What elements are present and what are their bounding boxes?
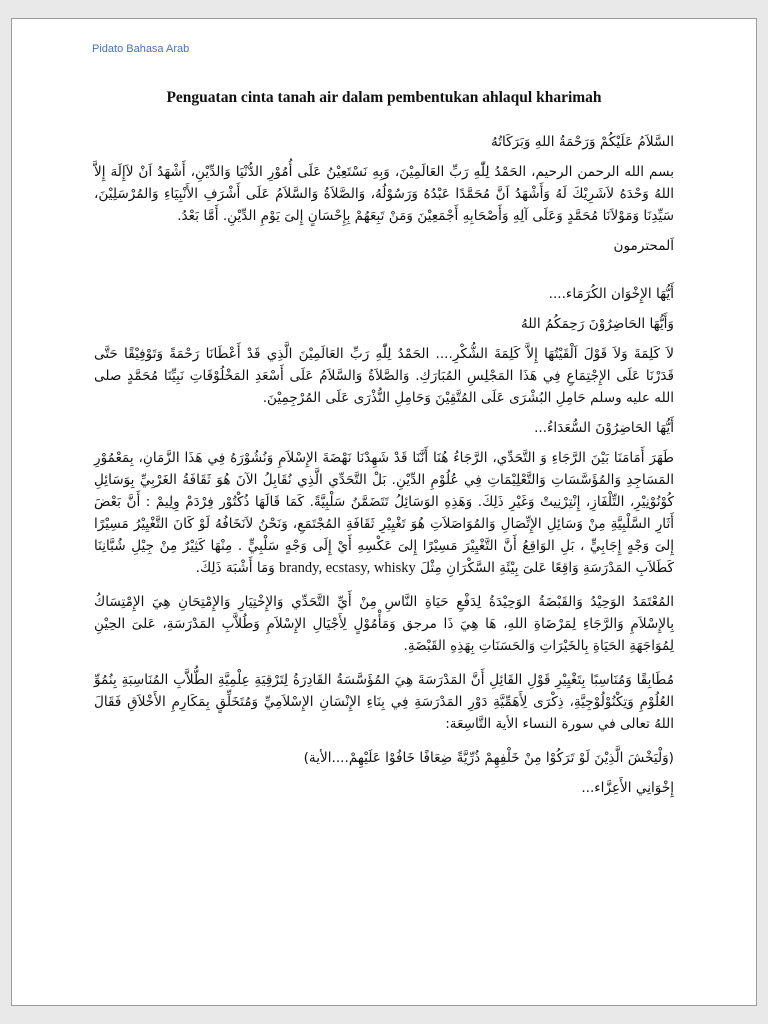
challenge-paragraph bbox=[94, 447, 674, 579]
honored-audience-line: اَلمحترمون bbox=[613, 238, 674, 254]
page-header: Pidato Bahasa Arab bbox=[92, 43, 190, 55]
challenge-text: طَهَرَ أَمَامَنَا بَيْنَ الرَّجَاءِ وَ التَّحَدِّي، الرَّجَاءُ هُنَا أَنَّنَا قَدْ شَهِدْنَا نَهْضَةَ الإِسْلاَمِ وَنُشُوْرَهُ فِي هَذَا الزَّمَانِ، بِمَعْمُوْرِ المَسَاجِدِ وَالمُؤَسَّسَاتِ وَالتَّعْلِيْمَاتِ فِي عُلُوْمِ الدِّيْنِ. بَلْ التَّحَدِّي الَّذِي نُقَابِلُ الآنَ هُوَ ثَقَافَةُ الغَرْبِيِّ بِوَسَائِلِ كُوْنُوْنِيْرِ، التِّلْفَازِ، إِنْتِرْنِيتْ وَغَيْرِ ذَلِكَ. وَهَذِهِ الوَسَائِلُ تَتَضَمَّنُ سَلْبِيَّةً. كَمَا قَالَهَا ذُكْتُوْر فِرْدَمْ وِلِيمْ : أَنَّ بَعْضَ أَثَارِ السَّلْبِيَّةِ مِنْ وَسَائِلِ الإِتِّصَالِ وَالمُوَاصَلاَتِ هُوَ تَغْيِيْرِ ثَقَافَةِ المُجْتَمَعِ، وَنَحْنُ لاَنَخَافُهُ لَوْ كَانَ التَّغْيِيْرُ مَسِيْرًا إِلىَ وَجْهٍ إِجَابِيٍّ ، بَلِ الوَاقِعُ أَنَّ التَّغْيِيْرَ مَسِيْرًا إِلىَ عَكْسِهِ أَيْ إِلَى وَجْهٍ سَلْبِيٍّ . مِنْهَا كَثِيْرٌ مِنْ جِيْلِ شُبَّانِنَا كَطَلاَبِ المَدْرَسَةِ وَاقِعًا عَلىَ بِيْئَةِ السَّكْرَانِ مِثْلَ bbox=[94, 450, 674, 576]
document-page bbox=[11, 18, 757, 1006]
school-role-paragraph: مُطَابِقًا وَمُنَاسِبًا بِتَغْيِيْرِ قَوْلِ القَائِلِ أَنَّ المَدْرَسَةَ هِيَ المُؤَسَّسَةُ القَادِرَةُ لِتَرْقِيَةِ عِلْمِيَّةِ الطُّلاَّبِ المُنَاسِبَةِ بِنُمُوِّ العُلُوْمِ وَتِكْنُوْلُوْجِيَّةِ، ذِكْرَى لِأَهَمِّيَّةِ دَوْرِ المَدْرَسَةِ فِي بِنَاءِ الإِنْسَانِ الإِسْلاَمِيِّ وَمُتَخَلِّقٍ بِمَكَارِمِ الأَخْلاَقِ فَقَالَ اللهُ تعالى في سورة النساء الأية التَّاسِعَة: bbox=[94, 672, 674, 732]
address-audience-line: وَأَيُّهَا الحَاضِرُوْنَ رَحِمَكُمُ اللهُ bbox=[520, 316, 674, 332]
address-dear-brothers-line: إِخْوَانِي الأَعِزَّاء... bbox=[581, 780, 674, 796]
speech-body bbox=[94, 131, 674, 811]
quran-verse-line: (وَلْيَخْشَ الَّذِيْنَ لَوْ تَرَكُوْا مِنْ خَلْفِهِمْ ذُرِّيَّةً ضِعَافًا خَافُوْا عَلَيْهِمْ....الأية) bbox=[303, 750, 674, 766]
foundation-paragraph: المُعْتَمَدُ الوَحِيْدُ وَالقَبْضَةُ الوَحِيْدَةُ لِدَفْعِ حَيَاةِ النَّاسِ مِنْ أَيِّ التَّحَدِّي وَالإِخْتِيَارِ وَالإِمْتِحَانِ هِيَ الإِمْتِسَاكُ بِالإِسْلاَمِ وَالرَّجَاءِ لِمَرْضَاةِ اللهِ، هَا هِيَ ذَا مرجق وَمَأْمُوْلٍ لِأَجْيَالِ الإِسْلاَمِ وَطُلاَّبِ المَدْرَسَةِ، عَلىَ الحِيْنِ لِمُوَاجَهَةِ الحَيَاةِ بِالخَيْرَاتِ وَالحَسَنَاتِ بِهَذِهِ القَبْضَةِ. bbox=[94, 594, 674, 654]
gratitude-paragraph: لاَ كَلِمَةَ وَلاَ قَوْلَ اَلْقَيْتُهَا إِلاَّ كَلِمَةَ الشُّكْرِ.... الحَمْدُ لِلّٰهِ رَبِّ العَالَمِيْنَ الَّذِي قَدْ أَعْطَانَا رَحْمَةً وَتَوْفِيْقًا حَتَّى قَدَرْنَا عَلَى الإِجْتِمَاعِ فِي هَذَا المَجْلِسِ المُبَارَكِ. وَالصَّلاَةُ وَالسَّلاَمُ عَلَى أَسْعَدِ المَخْلُوْقَاتِ نَبِيِّنَا مُحَمَّدٍ صلى الله عليه وسلم حَامِلِ البُشْرَى عَلَى المُتَّقِيْنَ وَحَامِلِ النُّذْرَى عَلَى المُرْجِمِيْنَ. bbox=[94, 346, 674, 406]
address-happy-audience-line: أَيُّهَا الحَاضِرُوْنَ السُّعَدَاءُ... bbox=[534, 420, 674, 436]
address-brothers-line: أَيُّهَا الإِخْوَان الكُرَمَاء.... bbox=[548, 286, 674, 302]
opening-praise-paragraph: بسم الله الرحمن الرحيم، الحَمْدُ لِلّٰهِ رَبِّ العَالَمِيْنَ، وَبِهِ نَسْتَعِيْنُ عَلَى أُمُوْرِ الدُّنْيَا وَالدِّيْنِ، أَشْهَدُ اَنْ لاَإِلَهَ إِلاَّ اللهُ وَحْدَهُ لاَشَرِيْكَ لَهُ وَأَشْهَدُ اَنَّ مُحَمَّدًا عَبْدُهُ وَرَسُوْلُهُ، وَالصَّلاَةُ وَالسَّلاَمُ عَلَى أَشْرَفِ الأَنْبِيَاءِ وَالمُرْسَلِيْنَ، سَيِّدِنَا وَمَوْلاَنَا مُحَمَّدٍ وَعَلَى آلِهِ وَأَصْحَابِهِ أَجْمَعِيْنَ وَمَنْ تَبِعَهُمْ بِإِحْسَانٍ إِلىَ يَوْمِ الدِّيْنِ. أَمَّا بَعْدُ. bbox=[94, 164, 674, 224]
challenge-ending: وَمَا أَشْبَهَ ذَلِكَ. bbox=[195, 560, 275, 576]
greeting-paragraph: السَّلاَمُ عَلَيْكُمْ وَرَحْمَةُ اللهِ وَبَرَكَاتُهُ bbox=[490, 134, 674, 150]
document-title: Penguatan cinta tanah air dalam pembentukan ahlaqul kharimah bbox=[166, 89, 602, 106]
latin-examples: brandy, ecstasy, whisky bbox=[279, 560, 416, 576]
